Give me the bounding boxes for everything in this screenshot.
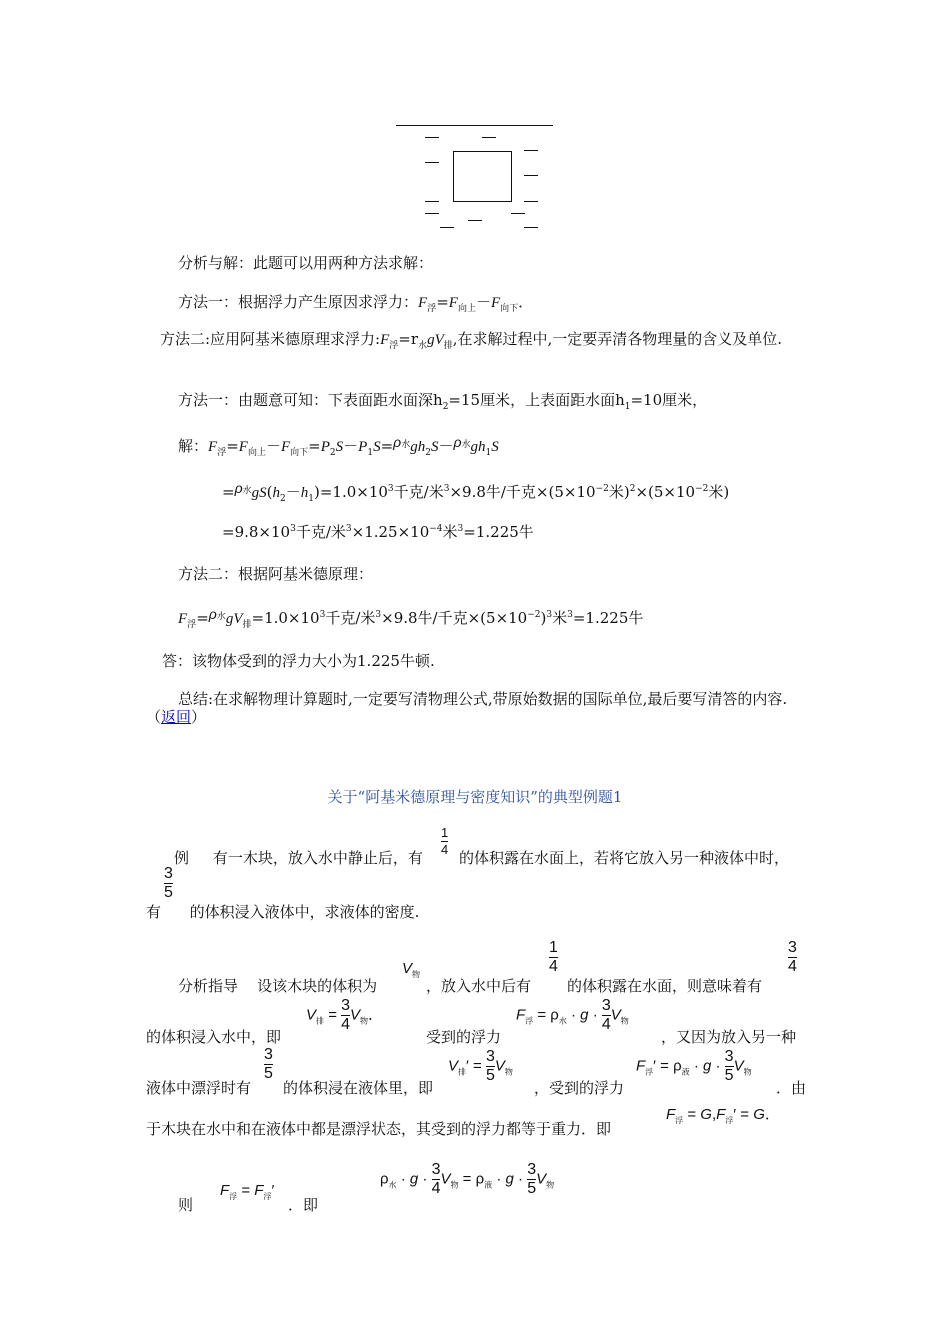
den: 5 [527,1180,537,1197]
sym: V [733,1057,744,1075]
sym: g [410,439,418,455]
analysis-text: 的体积露在水面，则意味着有 [567,977,763,995]
text: 有 [146,903,162,921]
sub: 2 [279,494,286,504]
sym: F [716,1106,726,1123]
text: =1.0×10 [251,609,320,627]
sym: g [470,439,478,455]
sym: － [265,437,281,455]
sub: 浮 [229,1192,238,1201]
text: =1.225牛 [463,523,534,541]
sub: 液 [681,1067,690,1077]
fraction-1-4 [441,826,448,857]
text: ×9.8牛/千克×(5×10 [381,609,528,627]
fraction [264,1047,273,1082]
den: 4 [431,1180,441,1197]
sym: · [592,1006,598,1024]
example-line1 [174,847,423,868]
sym: h [300,485,309,501]
sub: 浮 [389,341,399,351]
v-wu [402,960,420,980]
sym: = [380,437,394,455]
sym: V [306,1006,317,1024]
water-mark [440,227,454,228]
sup: 3 [319,610,326,620]
sym: g [409,1170,419,1188]
ji-label: ．即 [288,1196,319,1214]
sub: 物 [450,1180,459,1190]
sub: 物 [504,1067,513,1077]
sym: g [580,1006,589,1024]
sym: h [615,391,625,409]
water-surface-line [396,125,553,126]
sym: F [490,295,501,311]
water-mark [524,201,538,202]
sym: － [438,437,454,455]
text: 米) [708,483,730,501]
num: 3 [527,1161,537,1178]
sym: ． [764,1106,780,1123]
sym: r [410,330,419,348]
sym: F [220,1182,230,1199]
sym: V [494,1057,505,1075]
rho-water [393,434,410,450]
sym: S [259,485,267,501]
formula-density-equation [380,1162,554,1197]
solution-line4 [178,607,643,630]
summary-text: 总结:在求解物理计算题时,一定要写清物理公式,带原始数据的国际单位,最后要写清答的内容. （ [146,690,788,726]
sym: V [440,1170,451,1188]
analysis-text: ，受到的浮力 [534,1079,625,1097]
num: 3 [164,865,173,882]
answer: 答：该物体受到的浮力大小为1.225牛顿. [162,652,435,670]
sym: = [196,609,209,627]
text: 的体积浸入液体中，求液体的密度. [189,903,420,921]
sym: V [233,611,243,627]
analysis-text: 的体积浸在液体里，即 [283,1079,434,1097]
den: 5 [264,1065,273,1082]
then-label: 则 [178,1196,194,1214]
sym: ρ [673,1057,682,1075]
sub: 2 [425,448,431,458]
text: =1.0×10 [319,483,388,501]
formula-f-fu [516,998,629,1033]
text: 设该木块的体积为 [257,977,378,995]
sym: F [238,439,248,455]
water-mark [468,220,482,221]
sub: 液 [484,1180,493,1190]
sym: , [711,1106,717,1123]
sub: 浮 [427,304,437,314]
sym: ． [518,293,534,311]
text: 千克/米 [325,609,376,627]
den: 4 [601,1016,611,1033]
sym: = [328,1006,337,1024]
sym: · [496,1170,502,1188]
num: 3 [724,1048,734,1065]
sub: 物 [546,1180,555,1190]
rho-water [453,434,470,450]
fraction [602,998,611,1033]
fraction [486,1049,495,1084]
sup: 3 [375,610,382,620]
formula-v-pai [306,998,383,1033]
analysis-text: 液体中漂浮时有 [146,1079,252,1097]
sym: = [740,1106,750,1123]
method1-line [178,291,533,314]
sym: － [475,293,491,311]
sub: 浮 [725,1116,734,1125]
fraction [527,1162,536,1197]
sym: V [350,1006,361,1024]
example-line1b: 的体积露在水面上，若将它放入另一种液体中时， [459,849,790,867]
example-line2 [146,901,419,922]
num: 3 [264,1046,273,1063]
sub: 向下 [500,304,519,314]
sym: V [610,1006,621,1024]
sup: −2 [695,484,709,494]
formula-f-fu-prime: $F_浮' = \rho_液 \cdot g$ · $\frac{3}{5}$ $V_物$ [636,1048,752,1084]
sym: ρ [475,1170,485,1188]
water-mark [425,213,439,214]
num: 1 [549,939,558,956]
method2-paragraph [146,330,810,355]
sub: 物 [412,970,421,979]
rho-water [209,606,226,622]
text: 米) [608,483,630,501]
sym: ρ [393,434,402,450]
den: 5 [724,1067,734,1084]
sym: P [320,439,330,455]
fraction [341,998,350,1033]
num: 3 [341,997,351,1014]
sym: = [473,1057,482,1075]
sup: 3 [387,484,394,494]
sym: S [430,439,439,455]
method2-label: 方法二:应用阿基米德原理求浮力: [160,330,381,348]
analysis-intro: 分析与解：此题可以用两种方法求解： [178,254,434,272]
text: 米 [552,609,568,627]
sym: ρ [208,606,217,622]
method2-tail: ,在求解过程中,一定要弄清各物理量的含义及单位. [452,330,783,348]
sym: g [251,485,260,501]
sym: F [208,439,218,455]
sym: F [178,611,188,627]
text: =10厘米， [630,391,708,409]
method2-heading: 方法二：根据阿基米德原理： [178,565,374,583]
back-link[interactable]: 返回 [161,708,192,726]
analysis-text: 的体积浸入水中，即 [146,1028,282,1046]
fraction [164,866,173,901]
den: 5 [485,1067,495,1084]
text: ×9.8牛/千克×(5×10 [449,483,596,501]
sub: 水 [388,1180,397,1190]
sym: = [660,1057,669,1075]
analysis-text: 受到的浮力 [426,1028,502,1046]
method1-label: 方法一：根据浮力产生原因求浮力： [178,293,419,311]
sub: 水 [242,485,252,495]
text: ×1.25×10 [351,523,430,541]
wooden-block [453,151,512,202]
sub: 1 [485,448,492,458]
sym: = [462,1170,472,1188]
water-mark [425,162,439,163]
text: ） [191,708,207,726]
water-mark [524,227,538,228]
rho-water [235,480,252,496]
sym: g [702,1057,712,1075]
sym: · [518,1170,524,1188]
analysis-text: ，放入水中后有 [426,977,532,995]
analysis-text: 于木块在水中和在液体中都是漂浮状态，其受到的浮力都等于重力．即 [146,1120,612,1138]
sym: = [226,437,239,455]
formula-balance: $F_浮 = G,F_浮' = G$． [666,1106,780,1125]
text: ×(5×10 [635,483,696,501]
sym: · [715,1057,721,1075]
fraction [725,1049,734,1084]
sym: g [505,1170,514,1188]
formula-f-equal: $F_浮 = F_浮'$ [220,1182,275,1201]
water-mark [524,150,538,151]
water-mark [425,201,439,202]
sup: 3 [443,484,450,494]
section-title: 关于“阿基米德原理与密度知识”的典型例题1 [327,788,623,806]
water-mark [524,175,538,176]
sym: S [373,439,381,455]
sym: F [254,1182,264,1199]
sub: 排 [458,1067,467,1077]
sub: 2 [442,402,449,412]
sup: 2 [629,484,636,494]
sub: 2 [329,448,336,458]
sub: 物 [743,1067,752,1077]
sub: 浮 [217,448,227,458]
sup: 3 [345,524,352,534]
water-mark [482,137,496,138]
sym: － [285,483,301,501]
sym: = [687,1106,697,1123]
sym: V [448,1057,459,1075]
sym: · [400,1170,406,1188]
analysis-text: ，又因为放入另一种 [661,1028,797,1046]
text: =1.225牛 [572,609,644,627]
sym: G [753,1106,765,1123]
fraction [549,940,558,975]
sym: V [402,960,413,977]
den: 4 [788,958,797,975]
analysis-label: 分析指导 [178,977,239,995]
text: 米 [442,523,458,541]
text: 解： [178,437,209,455]
sym: ρ [380,1170,389,1188]
sym: F [280,439,291,455]
sym: ． [368,1006,384,1024]
sup: −2 [595,484,609,494]
sym: = [537,1006,547,1024]
water-mark [425,137,439,138]
method1-given [178,389,707,412]
text: 有一木块，放入水中静止后，有 [212,849,423,867]
sub: 排 [242,620,252,630]
sym: G [700,1106,712,1123]
sym: = [241,1182,251,1199]
text: ) [540,609,547,627]
sym: = [222,483,235,501]
sub: 水 [558,1016,567,1026]
sym: F [516,1006,526,1024]
analysis-text: ．由 [776,1079,807,1097]
fraction [788,940,797,975]
den: 4 [341,1016,351,1033]
den: 4 [441,842,449,857]
summary [146,690,810,726]
solution-line2: =ρ水$gS(h_2-h_1)=1.0\times 10^3$千克/米$^3$×9.8牛/千克$\times(5\times 10^{-2}$米)$^2\times(5\times 10^{-2}$米) [222,480,730,504]
sub: 向下 [290,448,309,458]
sym: h [272,485,280,501]
sup: 3 [567,610,573,620]
sub: 水 [418,341,428,351]
sub: 浮 [525,1016,534,1026]
water-mark [511,213,525,214]
sym: F [418,295,428,311]
sup: −4 [429,524,443,534]
sym: · [693,1057,699,1075]
sub: 排 [316,1016,325,1026]
sym: S [491,439,499,455]
num: 3 [601,997,611,1014]
sym: ρ [550,1006,559,1024]
num: 3 [431,1161,441,1178]
fraction [264,1047,273,1082]
sym: V [536,1170,547,1188]
text: =9.8×10 [222,523,291,541]
text: =15厘米，上表面距水面 [448,391,616,409]
sym: ρ [453,434,462,450]
fraction [441,826,448,857]
sym: F [448,295,458,311]
solution-line1 [178,435,499,458]
fraction-3-5 [164,866,173,901]
sub: 排 [443,341,453,351]
sym: V [434,332,444,348]
num: 1 [441,825,449,840]
sym: P [358,439,368,455]
sym: F [636,1057,646,1075]
sub: 水 [461,439,471,449]
sym: = [398,330,411,348]
den: 5 [164,884,173,901]
analysis-line1 [178,975,377,996]
sub: 向上 [247,448,266,458]
sym: h [433,391,443,409]
text: 千克/米 [393,483,444,501]
sym: = [436,293,449,311]
sym: S [335,439,344,455]
solution-line3 [222,521,534,542]
sym: = [308,437,321,455]
sup: −2 [527,610,541,620]
sub: 物 [620,1016,629,1026]
fraction [788,940,797,975]
num: 3 [788,939,797,956]
sym: h [417,439,426,455]
sym: F [380,332,390,348]
sub: 水 [401,439,411,449]
sym: · [571,1006,576,1024]
sub: 水 [216,611,226,621]
sym: g [225,611,234,627]
sub: 浮 [263,1192,272,1201]
sub: 1 [624,402,631,412]
sub: 浮 [187,620,197,630]
sup: 3 [457,524,464,534]
sup: 3 [290,524,296,534]
sup: 3 [546,610,553,620]
fraction [549,940,558,975]
formula-v-pai-prime: $V_排'$ = $\frac{3}{5}$ $V_物$ [448,1048,513,1084]
sub: 物 [360,1016,369,1026]
sub: 1 [367,448,374,458]
sym: · [422,1170,428,1188]
sub: 向上 [457,304,476,314]
den: 4 [549,958,558,975]
num: 3 [485,1048,495,1065]
sym: h [478,439,486,455]
sym: ρ [234,480,243,496]
sub: 浮 [675,1116,684,1125]
text: 方法一：由题意可知：下表面距水面深 [178,391,434,409]
sub: 浮 [645,1067,654,1077]
text: 千克/米 [295,523,346,541]
sym: F [666,1106,676,1123]
sym: － [343,437,359,455]
sub: 1 [308,494,314,504]
sym: g [427,332,435,348]
example-label: 例 [174,849,190,867]
